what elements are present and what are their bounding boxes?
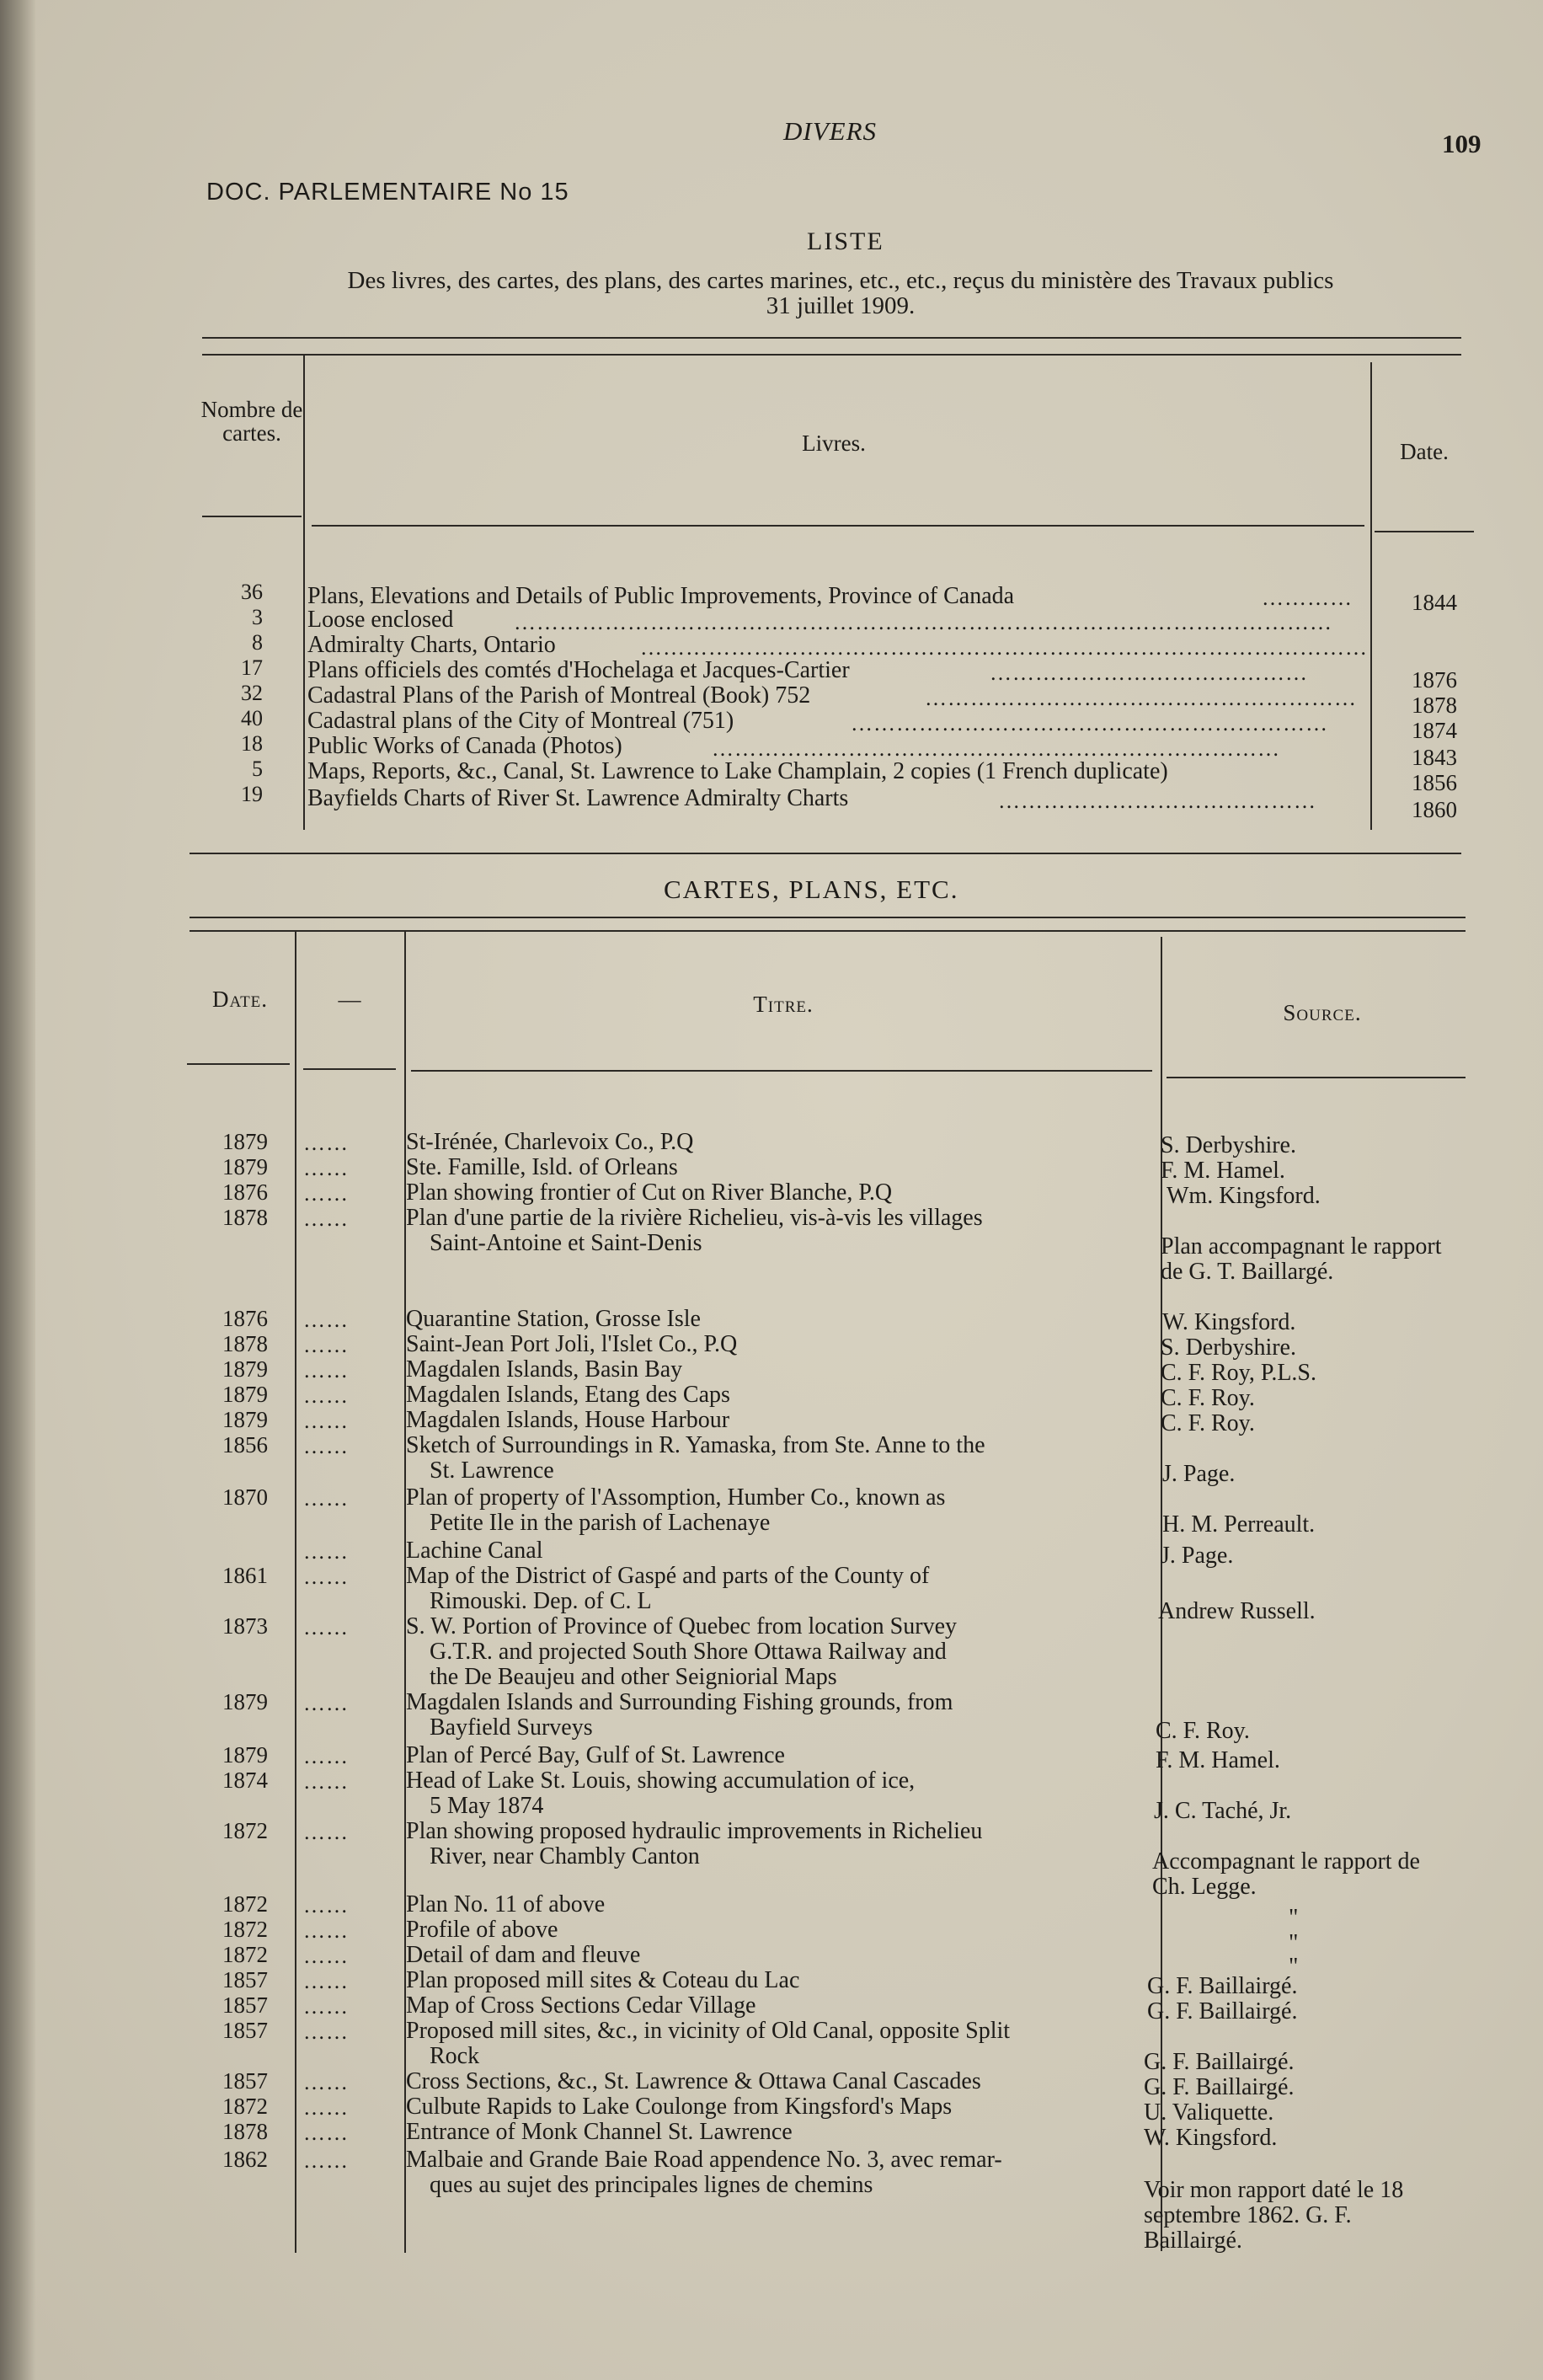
dot-leader: …… bbox=[303, 1181, 349, 1206]
row-title-line: Detail of dam and fleuve bbox=[406, 1942, 641, 1968]
row-source: F. M. Hamel. bbox=[1156, 1747, 1280, 1773]
cartes-top-rule bbox=[190, 917, 1466, 918]
row-title-line: Plan d'une partie de la rivière Richelieu, vis-à-vis les villages bbox=[406, 1205, 983, 1231]
row-title-line: Rock bbox=[430, 2043, 480, 2069]
row-date: 1872 bbox=[222, 1891, 268, 1917]
row-title-line: G.T.R. and projected South Shore Ottawa Railway and bbox=[430, 1639, 947, 1665]
row-title-line: Quarantine Station, Grosse Isle bbox=[406, 1306, 701, 1332]
row-count: 40 bbox=[241, 706, 263, 730]
row-title-line: Plan No. 11 of above bbox=[406, 1891, 606, 1917]
liste-subtitle bbox=[200, 268, 1481, 318]
row-source: C. F. Roy. bbox=[1161, 1410, 1255, 1436]
col-header-livres: Livres. bbox=[802, 431, 866, 456]
book-binding-shadow bbox=[0, 0, 35, 2380]
cartes-header-rule-a bbox=[187, 1063, 290, 1065]
dot-leader: …… bbox=[303, 1918, 349, 1943]
row-title: Plans officiels des comtés d'Hochelaga et Jacques-Cartier bbox=[307, 657, 850, 683]
dot-leader: …… bbox=[303, 1615, 349, 1639]
dot-leader: …… bbox=[303, 1994, 349, 2019]
liste-top-rule bbox=[202, 337, 1461, 339]
row-date: 1879 bbox=[222, 1154, 268, 1179]
row-date: 1878 bbox=[222, 1331, 268, 1356]
row-title: Bayfields Charts of River St. Lawrence Admiralty Charts bbox=[307, 785, 849, 811]
row-date: 1874 bbox=[222, 1768, 268, 1793]
dot-leader: …… bbox=[303, 2095, 349, 2120]
row-source: C. F. Roy. bbox=[1161, 1385, 1255, 1411]
row-title-line: Malbaie and Grande Baie Road appendence No. 3, avec remar- bbox=[406, 2147, 1002, 2173]
row-date: 1862 bbox=[222, 2147, 268, 2172]
row-date: 1857 bbox=[222, 1992, 268, 2018]
dot-leader: …… bbox=[303, 2121, 349, 2145]
dot-leader: …… bbox=[303, 2148, 349, 2173]
row-source: Plan accompagnant le rapport de G. T. Baillargé. bbox=[1161, 1233, 1442, 1285]
row-source: Andrew Russell. bbox=[1158, 1598, 1316, 1624]
col-header-dash: — bbox=[338, 987, 361, 1012]
row-count: 18 bbox=[241, 731, 263, 756]
liste-subtitle-line1: Des livres, des cartes, des plans, des cartes marines, etc., etc., reçus du ministère des Travaux publics bbox=[347, 267, 1334, 294]
running-header-section: DIVERS bbox=[783, 116, 878, 146]
row-source: J. Page. bbox=[1161, 1543, 1234, 1569]
row-date: 1879 bbox=[222, 1356, 268, 1382]
row-source: G. F. Baillairgé. bbox=[1147, 1973, 1298, 1999]
dot-leader: ……………………………………………………………………………………………… bbox=[514, 610, 1332, 634]
row-date: 1879 bbox=[222, 1689, 268, 1714]
liste-header-rule-b bbox=[312, 525, 1364, 527]
row-title: Loose enclosed bbox=[307, 607, 454, 633]
cartes-col-divider-1 bbox=[295, 930, 296, 2253]
row-source: F. M. Hamel. bbox=[1161, 1158, 1285, 1184]
row-date: 1856 bbox=[222, 1432, 268, 1457]
row-title-line: Culbute Rapids to Lake Coulonge from Kingsford's Maps bbox=[406, 2094, 953, 2120]
row-date: 1857 bbox=[222, 1967, 268, 1992]
row-source: Wm. Kingsford. bbox=[1167, 1183, 1321, 1209]
col-header-nombre: Nombre de cartes. bbox=[200, 397, 303, 446]
dot-leader: …… bbox=[303, 1308, 349, 1332]
row-title-line: Cross Sections, &c., St. Lawrence & Ottawa Canal Cascades bbox=[406, 2068, 981, 2094]
row-title-line: St-Irénée, Charlevoix Co., P.Q bbox=[406, 1129, 694, 1155]
dot-leader: …… bbox=[303, 1409, 349, 1433]
dot-leader: ………… bbox=[1262, 586, 1353, 610]
liste-bottom-rule bbox=[190, 853, 1461, 854]
row-date: 1857 bbox=[222, 2068, 268, 2094]
dot-leader: …… bbox=[303, 1539, 349, 1564]
dot-leader: …… bbox=[303, 1156, 349, 1180]
row-source: C. F. Roy. bbox=[1156, 1718, 1250, 1744]
row-title: Public Works of Canada (Photos) bbox=[307, 733, 622, 759]
dot-leader: …………………………………… bbox=[990, 661, 1308, 685]
row-title-line: Entrance of Monk Channel St. Lawrence bbox=[406, 2119, 793, 2145]
dot-leader: …… bbox=[303, 2019, 349, 2044]
row-date: 1861 bbox=[222, 1563, 268, 1588]
row-title-line: Plan showing frontier of Cut on River Blanche, P.Q bbox=[406, 1179, 893, 1206]
row-title-line: Plan of property of l'Assomption, Humber Co., known as bbox=[406, 1484, 946, 1511]
liste-col-divider-2 bbox=[1370, 362, 1372, 830]
row-title-line: ques au sujet des principales lignes de chemins bbox=[430, 2172, 873, 2198]
row-title-line: Head of Lake St. Louis, showing accumulation of ice, bbox=[406, 1768, 916, 1794]
col-header-date-cartes: Date. bbox=[211, 987, 269, 1012]
row-title-line: Map of the District of Gaspé and parts of the County of bbox=[406, 1563, 930, 1589]
row-title: Maps, Reports, &c., Canal, St. Lawrence to Lake Champlain, 2 copies (1 French duplicate) bbox=[307, 758, 1168, 784]
row-date: 1876 bbox=[222, 1179, 268, 1205]
row-date: 1876 bbox=[222, 1306, 268, 1331]
row-title: Plans, Elevations and Details of Public Improvements, Province of Canada bbox=[307, 583, 1015, 609]
col-header-source: Source. bbox=[1283, 1000, 1362, 1025]
row-title-line: the De Beaujeu and other Seigniorial Maps bbox=[430, 1664, 837, 1690]
row-count: 17 bbox=[241, 655, 263, 680]
row-title-line: Map of Cross Sections Cedar Village bbox=[406, 1992, 756, 2019]
dot-leader: ……………………………………………………… bbox=[851, 711, 1328, 735]
row-date: 1872 bbox=[222, 1942, 268, 1967]
row-date: 1879 bbox=[222, 1129, 268, 1154]
row-count: 5 bbox=[252, 757, 263, 781]
dot-leader: …… bbox=[303, 1434, 349, 1458]
dot-leader: …… bbox=[303, 1383, 349, 1408]
row-title-line: Petite Ile in the parish of Lachenaye bbox=[430, 1510, 771, 1536]
row-source: G. F. Baillairgé. bbox=[1144, 2049, 1295, 2075]
row-date: 1874 bbox=[1412, 718, 1457, 743]
dot-leader: …… bbox=[303, 2070, 349, 2094]
row-source: Accompagnant le rapport de Ch. Legge. bbox=[1152, 1848, 1420, 1900]
dot-leader: …………………………………… bbox=[998, 789, 1316, 813]
row-source: Voir mon rapport daté le 18 septembre 1862. G. F. Baillairgé. bbox=[1144, 2177, 1404, 2254]
liste-header-rule-a bbox=[202, 516, 302, 517]
cartes-header-rule-d bbox=[1167, 1077, 1466, 1078]
row-date: 1844 bbox=[1412, 590, 1457, 615]
row-title: Cadastral plans of the City of Montreal (751) bbox=[307, 708, 734, 734]
dot-leader: …… bbox=[303, 1893, 349, 1917]
row-source: J. Page. bbox=[1162, 1461, 1236, 1487]
row-source: " bbox=[1289, 1930, 1299, 1956]
row-source: " bbox=[1289, 1954, 1299, 1980]
document-reference: DOC. PARLEMENTAIRE No 15 bbox=[206, 179, 569, 206]
row-source: " bbox=[1289, 1905, 1299, 1931]
row-title-line: Proposed mill sites, &c., in vicinity of Old Canal, opposite Split bbox=[406, 2018, 1011, 2044]
row-title-line: River, near Chambly Canton bbox=[430, 1843, 700, 1869]
row-date: 1872 bbox=[222, 1917, 268, 1942]
row-source: G. F. Baillairgé. bbox=[1147, 1998, 1298, 2024]
row-date: 1860 bbox=[1412, 797, 1457, 822]
row-date: 1857 bbox=[222, 2018, 268, 2043]
row-title-line: Ste. Famille, Isld. of Orleans bbox=[406, 1154, 678, 1180]
row-date: 1873 bbox=[222, 1613, 268, 1639]
row-date: 1876 bbox=[1412, 667, 1457, 693]
row-source: W. Kingsford. bbox=[1144, 2125, 1278, 2151]
row-title: Admiralty Charts, Ontario bbox=[307, 632, 556, 658]
dot-leader: …… bbox=[303, 1969, 349, 1993]
cartes-header-rule-c bbox=[411, 1070, 1152, 1072]
row-source: G. F. Baillairgé. bbox=[1144, 2074, 1295, 2100]
row-title-line: Magdalen Islands, Etang des Caps bbox=[406, 1382, 730, 1408]
row-date: 1856 bbox=[1412, 770, 1457, 795]
row-date: 1878 bbox=[1412, 693, 1457, 718]
row-source: C. F. Roy, P.L.S. bbox=[1161, 1360, 1317, 1386]
page-number: 109 bbox=[1442, 129, 1482, 158]
dot-leader: …… bbox=[303, 1744, 349, 1768]
dot-leader: …… bbox=[303, 1131, 349, 1155]
dot-leader: ………………………………………………… bbox=[925, 686, 1357, 710]
dot-leader: …… bbox=[303, 1358, 349, 1383]
row-date: 1879 bbox=[222, 1382, 268, 1407]
row-date: 1872 bbox=[222, 2094, 268, 2119]
dot-leader: …… bbox=[303, 1769, 349, 1794]
row-source: W. Kingsford. bbox=[1162, 1309, 1296, 1335]
row-title-line: Magdalen Islands, House Harbour bbox=[406, 1407, 730, 1433]
liste-subtitle-line2: 31 juillet 1909. bbox=[766, 292, 916, 319]
row-title-line: Magdalen Islands, Basin Bay bbox=[406, 1356, 683, 1383]
row-date: 1879 bbox=[222, 1742, 268, 1768]
row-date: 1879 bbox=[222, 1407, 268, 1432]
row-count: 36 bbox=[241, 580, 263, 604]
dot-leader: …… bbox=[303, 1564, 349, 1589]
row-title-line: Magdalen Islands and Surrounding Fishing grounds, from bbox=[406, 1689, 953, 1715]
row-source: S. Derbyshire. bbox=[1161, 1132, 1296, 1158]
row-title-line: Saint-Antoine et Saint-Denis bbox=[430, 1230, 702, 1256]
col-header-titre: Titre. bbox=[753, 992, 814, 1017]
row-source: H. M. Perreault. bbox=[1162, 1511, 1316, 1538]
row-title-line: Sketch of Surroundings in R. Yamaska, from Ste. Anne to the bbox=[406, 1432, 985, 1458]
row-title-line: Saint-Jean Port Joli, l'Islet Co., P.Q bbox=[406, 1331, 738, 1357]
row-date: 1870 bbox=[222, 1484, 268, 1510]
row-date: 1843 bbox=[1412, 745, 1457, 770]
row-title-line: S. W. Portion of Province of Quebec from location Survey bbox=[406, 1613, 958, 1639]
row-source: U. Valiquette. bbox=[1144, 2099, 1274, 2126]
row-date: 1878 bbox=[222, 2119, 268, 2144]
liste-header-rule-c bbox=[1375, 531, 1474, 532]
row-source: S. Derbyshire. bbox=[1161, 1334, 1296, 1361]
dot-leader: …… bbox=[303, 1691, 349, 1715]
row-title-line: Profile of above bbox=[406, 1917, 558, 1943]
row-count: 3 bbox=[252, 605, 263, 629]
row-title-line: Rimouski. Dep. of C. L bbox=[430, 1588, 652, 1614]
dot-leader: …… bbox=[303, 1944, 349, 1968]
row-date: 1872 bbox=[222, 1818, 268, 1843]
row-count: 32 bbox=[241, 681, 263, 705]
dot-leader: …… bbox=[303, 1486, 349, 1511]
row-title-line: Plan proposed mill sites & Coteau du Lac bbox=[406, 1967, 800, 1993]
row-count: 19 bbox=[241, 782, 263, 806]
row-title-line: Lachine Canal bbox=[406, 1538, 543, 1564]
row-title-line: 5 May 1874 bbox=[430, 1793, 544, 1819]
row-title: Cadastral Plans of the Parish of Montreal (Book) 752 bbox=[307, 682, 811, 709]
row-title-line: Plan of Percé Bay, Gulf of St. Lawrence bbox=[406, 1742, 785, 1768]
dot-leader: …………………………………………………………………………………… bbox=[640, 635, 1368, 660]
row-count: 8 bbox=[252, 630, 263, 655]
section-title-cartes: CARTES, PLANS, ETC. bbox=[664, 874, 959, 904]
liste-title: LISTE bbox=[807, 227, 884, 255]
row-date: 1878 bbox=[222, 1205, 268, 1230]
liste-top-rule-2 bbox=[202, 354, 1461, 356]
col-header-date: Date. bbox=[1400, 439, 1449, 464]
row-source: J. C. Taché, Jr. bbox=[1154, 1798, 1292, 1824]
dot-leader: ………………………………………………………………… bbox=[712, 736, 1280, 761]
row-title-line: St. Lawrence bbox=[430, 1457, 554, 1484]
cartes-header-rule-b bbox=[303, 1068, 396, 1070]
dot-leader: …… bbox=[303, 1333, 349, 1357]
dot-leader: …… bbox=[303, 1206, 349, 1231]
dot-leader: …… bbox=[303, 1820, 349, 1844]
row-title-line: Plan showing proposed hydraulic improvements in Richelieu bbox=[406, 1818, 983, 1844]
row-title-line: Bayfield Surveys bbox=[430, 1714, 593, 1741]
cartes-top-rule-2 bbox=[190, 930, 1466, 932]
